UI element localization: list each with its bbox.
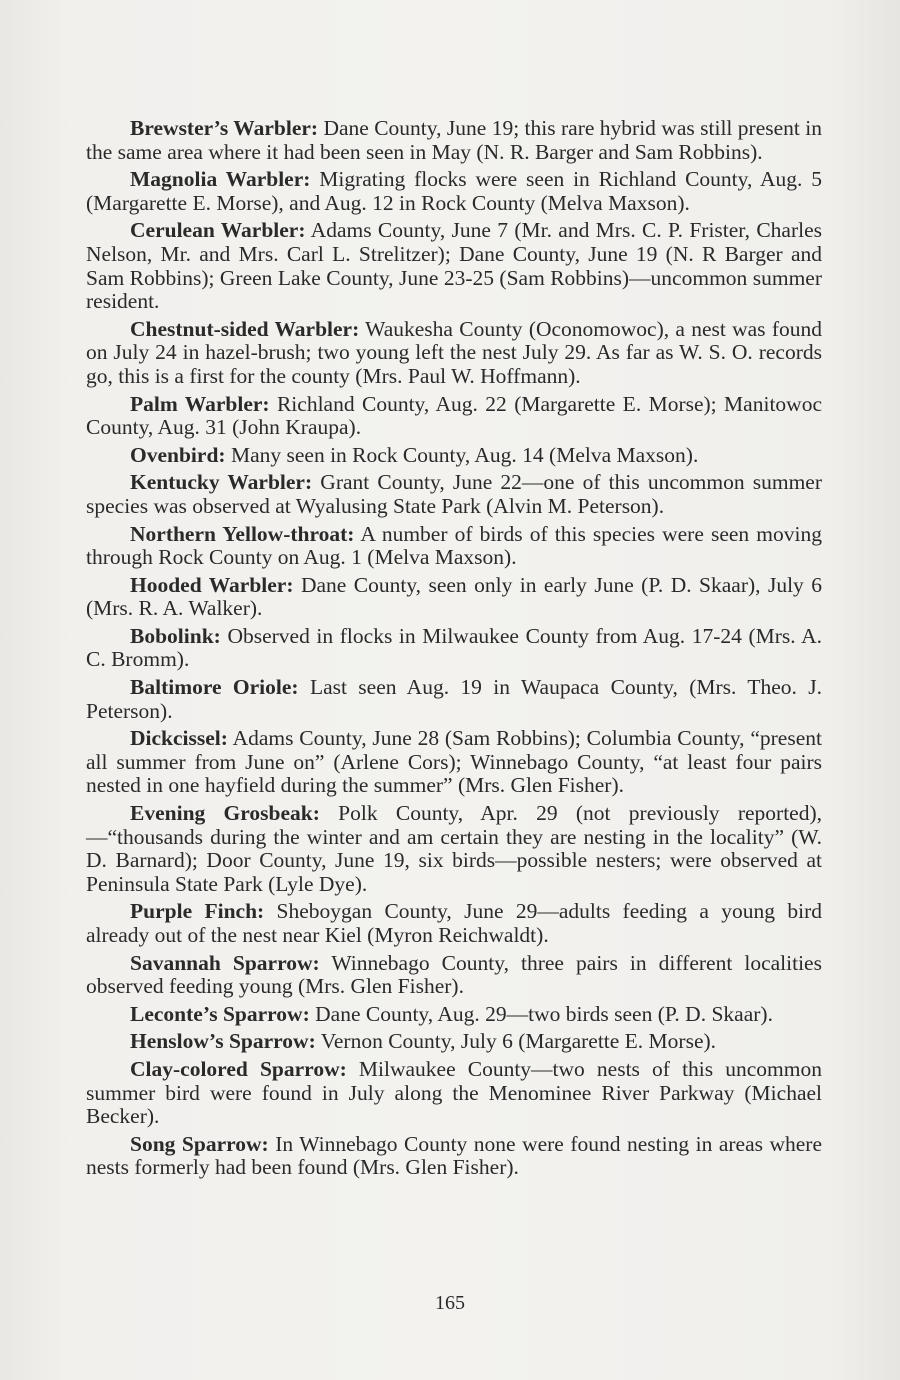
species-name: Savannah Sparrow: — [130, 950, 320, 975]
entry-text: Winnebago County, three pairs in different localities observed feeding young (Mrs. Glen Fisher). — [86, 950, 822, 999]
entry-text: Polk County, Apr. 29 (not previously reported), —“thousands during the winter and am certain they are nesting in the locality” (W. D. Barnard); Door County, June 19, six birds—possible nesters; were observed at Peninsula State Park (Lyle Dye). — [86, 801, 822, 896]
entry-brewsters-warbler — [86, 117, 822, 164]
entry-text: Milwaukee County—two nests of this uncommon summer bird were found in July along the Menominee River Parkway (Michael Becker). — [86, 1056, 822, 1129]
entry-text: Richland County, Aug. 22 (Margarette E. Morse); Manitowoc County, Aug. 31 (John Kraupa). — [86, 391, 822, 440]
entry-baltimore-oriole — [86, 676, 822, 723]
entry-song-sparrow — [86, 1133, 822, 1180]
entry-text: Migrating flocks were seen in Richland County, Aug. 5 (Margarette E. Morse), and Aug. 12 in Rock County (Melva Maxson). — [86, 167, 822, 215]
species-name: Henslow’s Sparrow: — [130, 1029, 316, 1054]
entry-text: Last seen Aug. 19 in Waupaca County, (Mrs. Theo. J. Peterson). — [86, 675, 823, 723]
species-name: Northern Yellow-throat: — [130, 521, 355, 546]
species-name: Evening Grosbeak: — [130, 801, 320, 826]
entry-bobolink — [86, 625, 822, 672]
species-name: Purple Finch: — [130, 899, 265, 924]
species-name: Ovenbird: — [130, 442, 226, 467]
entry-text: Grant County, June 22—one of this uncommon summer species was observed at Wyalusing State Park (Alvin M. Peterson). — [86, 470, 823, 518]
entry-chestnut-sided-warbler — [86, 318, 822, 389]
entry-ovenbird — [86, 444, 822, 468]
entry-text: Observed in flocks in Milwaukee County from Aug. 17-24 (Mrs. A. C. Bromm). — [86, 623, 822, 672]
entry-clay-colored-sparrow — [86, 1058, 822, 1129]
entry-text: A number of birds of this species were seen moving through Rock County on Aug. 1 (Melva Maxson). — [86, 521, 822, 570]
entry-text: Dane County, June 19; this rare hybrid was still present in the same area where it had been seen in May (N. R. Barger and Sam Robbins). — [86, 116, 822, 164]
entry-lecontes-sparrow — [86, 1003, 822, 1027]
entry-savannah-sparrow — [86, 952, 822, 999]
bird-records — [86, 117, 822, 1184]
species-name: Chestnut-sided Warbler: — [130, 316, 360, 341]
species-name: Bobolink: — [130, 623, 221, 648]
entry-kentucky-warbler — [86, 471, 822, 518]
entry-evening-grosbeak — [86, 802, 822, 896]
species-name: Cerulean Warbler: — [130, 218, 306, 243]
entry-purple-finch — [86, 900, 822, 947]
entry-text: Dane County, seen only in early June (P. D. Skaar), July 6 (Mrs. R. A. Walker). — [86, 572, 822, 621]
species-name: Kentucky Warbler: — [130, 470, 313, 495]
page-number: 165 — [435, 1292, 465, 1314]
entry-henslows-sparrow — [86, 1030, 822, 1054]
entry-cerulean-warbler — [86, 219, 822, 313]
entry-text: Waukesha County (Oconomowoc), a nest was found on July 24 in hazel-brush; two young left the nest July 29. As far as W. S. O. records go, this is a first for the county (Mrs. Paul W. Hoffmann). — [86, 316, 822, 388]
entry-text: Sheboygan County, June 29—adults feeding a young bird already out of the nest near Kiel (Myron Reichwaldt). — [86, 899, 822, 947]
entry-text: Adams County, June 28 (Sam Robbins); Columbia County, “present all summer from June on” (Arlene Cors); Winnebago County, “at least four pairs nested in one hayfield during the summer” (Mrs. Glen Fisher). — [86, 726, 822, 798]
species-name: Leconte’s Sparrow: — [130, 1001, 310, 1026]
entry-magnolia-warbler — [86, 168, 822, 215]
entry-text: In Winnebago County none were found nesting in areas where nests formerly had been found (Mrs. Glen Fisher). — [86, 1131, 822, 1180]
entry-palm-warbler — [86, 393, 822, 440]
species-name: Brewster’s Warbler: — [130, 116, 319, 140]
species-name: Dickcissel: — [130, 726, 228, 751]
species-name: Magnolia Warbler: — [130, 167, 311, 192]
species-name: Palm Warbler: — [130, 391, 270, 416]
entry-hooded-warbler — [86, 574, 822, 621]
species-name: Baltimore Oriole: — [130, 675, 299, 700]
entry-dickcissel — [86, 727, 822, 798]
entry-text: Many seen in Rock County, Aug. 14 (Melva Maxson). — [230, 442, 699, 467]
entry-text: Dane County, Aug. 29—two birds seen (P. D. Skaar). — [315, 1001, 773, 1026]
entry-text: Adams County, June 7 (Mr. and Mrs. C. P. Frister, Charles Nelson, Mr. and Mrs. Carl L. Strelitzer); Dane County, June 19 (N. R Barger and Sam Robbins); Green Lake County, June 23-25 (Sam Robbins)—uncommon summer resident. — [86, 218, 822, 314]
species-name: Hooded Warbler: — [130, 572, 294, 597]
species-name: Song Sparrow: — [130, 1131, 269, 1156]
species-name: Clay-colored Sparrow: — [130, 1056, 347, 1081]
entry-northern-yellow-throat — [86, 523, 822, 570]
entry-text: Vernon County, July 6 (Margarette E. Morse). — [320, 1029, 717, 1054]
